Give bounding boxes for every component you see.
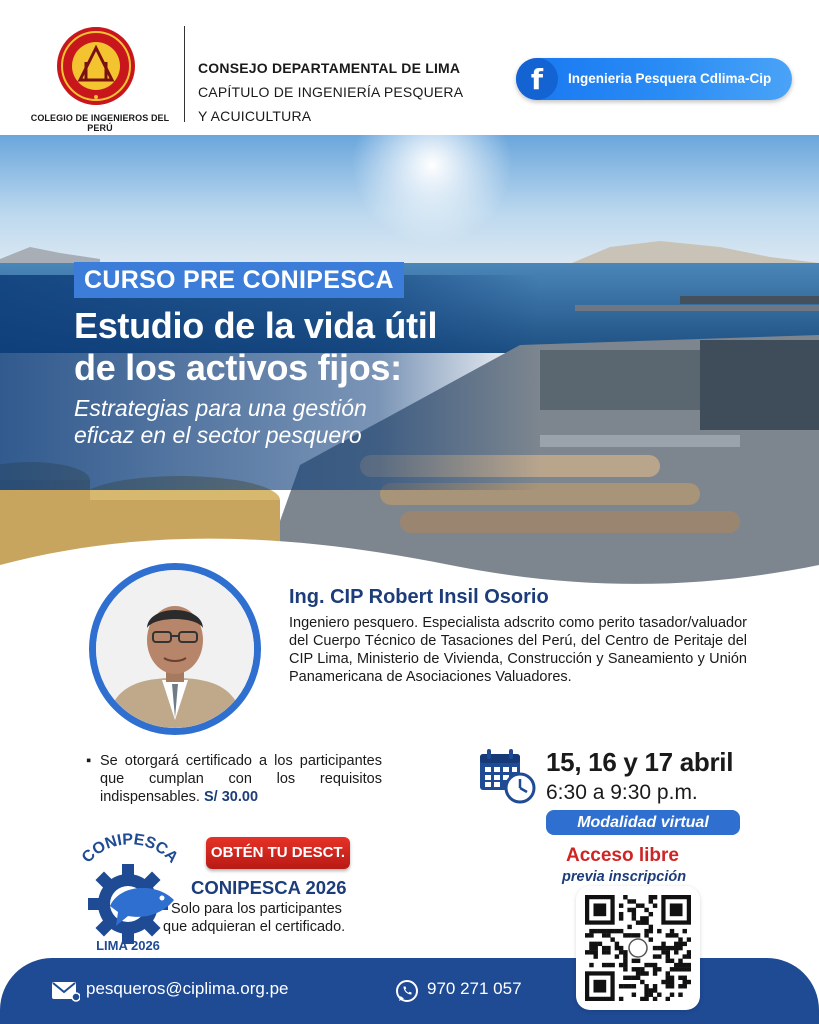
contact-email[interactable]: pesqueros@ciplima.org.pe	[86, 979, 289, 998]
qr-module	[649, 993, 653, 997]
course-subtitle-line2: eficaz en el sector pesquero	[74, 422, 362, 448]
header	[0, 0, 819, 135]
qr-module	[674, 950, 678, 954]
qr-module	[640, 997, 644, 1001]
qr-module	[666, 959, 670, 963]
qr-module	[632, 976, 636, 980]
qr-module	[623, 984, 627, 988]
qr-module	[589, 929, 593, 933]
qr-module	[653, 946, 657, 950]
qr-module	[674, 933, 678, 937]
qr-module	[670, 980, 674, 984]
qr-module	[678, 967, 682, 971]
qr-module	[683, 954, 687, 958]
qr-module	[678, 937, 682, 941]
qr-module	[640, 903, 644, 907]
qr-module	[623, 963, 627, 967]
qr-module	[653, 997, 657, 1001]
qr-module	[670, 959, 674, 963]
qr-module	[602, 950, 606, 954]
qr-finder	[593, 980, 606, 993]
qr-module	[632, 959, 636, 963]
qr-module	[627, 976, 631, 980]
qr-module	[623, 895, 627, 899]
qr-module	[619, 912, 623, 916]
qr-module	[644, 916, 648, 920]
mail-icon	[52, 982, 80, 1002]
qr-module	[653, 984, 657, 988]
qr-module	[615, 954, 619, 958]
qr-module	[653, 971, 657, 975]
qr-finder	[670, 903, 683, 916]
qr-module	[674, 946, 678, 950]
event-time: 6:30 a 9:30 p.m.	[546, 781, 698, 804]
qr-module	[687, 937, 691, 941]
course-tag: CURSO PRE CONIPESCA	[74, 262, 404, 298]
chapter-name-line2: Y ACUICULTURA	[198, 108, 312, 124]
qr-module	[602, 963, 606, 967]
qr-module	[674, 963, 678, 967]
qr-module	[644, 997, 648, 1001]
qr-module	[644, 933, 648, 937]
qr-module	[602, 929, 606, 933]
event-dates: 15, 16 y 17 abril	[546, 747, 734, 777]
qr-module	[666, 980, 670, 984]
qr-module	[632, 899, 636, 903]
contact-phone[interactable]: 970 271 057	[427, 979, 522, 998]
qr-module	[657, 946, 661, 950]
qr-module	[683, 967, 687, 971]
qr-module	[619, 916, 623, 920]
qr-module	[661, 946, 665, 950]
qr-module	[670, 946, 674, 950]
qr-module	[649, 937, 653, 941]
qr-module	[670, 929, 674, 933]
qr-module	[606, 950, 610, 954]
qr-module	[649, 899, 653, 903]
qr-module	[619, 946, 623, 950]
qr-module	[670, 976, 674, 980]
qr-module	[666, 933, 670, 937]
qr-module	[687, 963, 691, 967]
qr-module	[623, 933, 627, 937]
qr-module	[644, 993, 648, 997]
qr-module	[619, 929, 623, 933]
qr-module	[687, 950, 691, 954]
qr-module	[593, 946, 597, 950]
qr-module	[657, 929, 661, 933]
qr-module	[666, 997, 670, 1001]
org-name: CONSEJO DEPARTAMENTAL DE LIMA	[198, 60, 461, 76]
qr-module	[657, 993, 661, 997]
qr-module	[623, 976, 627, 980]
qr-module	[636, 933, 640, 937]
course-title-line2: de los activos fijos:	[74, 347, 402, 388]
qr-module	[670, 967, 674, 971]
qr-module	[653, 954, 657, 958]
qr-module	[670, 984, 674, 988]
qr-module	[627, 984, 631, 988]
qr-module	[678, 959, 682, 963]
qr-module	[619, 963, 623, 967]
qr-module	[589, 946, 593, 950]
qr-module	[666, 984, 670, 988]
qr-module	[687, 954, 691, 958]
qr-module	[649, 895, 653, 899]
qr-module	[666, 976, 670, 980]
qr-module	[678, 984, 682, 988]
conipesca-title: CONIPESCA 2026	[191, 877, 347, 898]
qr-module	[598, 942, 602, 946]
qr-code-card[interactable]	[576, 886, 700, 1010]
qr-module	[636, 920, 640, 924]
qr-module	[670, 993, 674, 997]
qr-module	[623, 950, 627, 954]
svg-text:CONIPESCA	[79, 831, 182, 867]
qr-module	[683, 984, 687, 988]
qr-module	[683, 929, 687, 933]
qr-module	[619, 997, 623, 1001]
qr-module	[619, 950, 623, 954]
qr-module	[632, 916, 636, 920]
qr-module	[606, 929, 610, 933]
qr-module	[640, 967, 644, 971]
qr-module	[678, 993, 682, 997]
qr-module	[636, 976, 640, 980]
qr-module	[666, 971, 670, 975]
qr-module	[678, 942, 682, 946]
whatsapp-icon	[395, 979, 419, 1003]
qr-module	[610, 963, 614, 967]
access-title: Acceso libre	[566, 845, 679, 866]
qr-module	[627, 899, 631, 903]
qr-module	[619, 984, 623, 988]
qr-module	[615, 942, 619, 946]
qr-module	[657, 954, 661, 958]
qr-module	[644, 971, 648, 975]
qr-module	[661, 950, 665, 954]
qr-module	[606, 946, 610, 950]
qr-module	[627, 908, 631, 912]
certificate-price: S/ 30.00	[204, 789, 259, 805]
qr-module	[589, 963, 593, 967]
qr-module	[589, 933, 593, 937]
qr-module	[666, 954, 670, 958]
cip-logo	[56, 26, 136, 106]
qr-module	[653, 895, 657, 899]
qr-module	[674, 942, 678, 946]
qr-module	[632, 912, 636, 916]
qr-module	[610, 937, 614, 941]
qr-module	[636, 959, 640, 963]
header-divider	[184, 26, 185, 122]
qr-module	[657, 967, 661, 971]
qr-module	[683, 976, 687, 980]
qr-code	[585, 895, 691, 1001]
qr-module	[687, 967, 691, 971]
qr-module	[585, 950, 589, 954]
qr-module	[649, 963, 653, 967]
speaker-name: Ing. CIP Robert Insil Osorio	[289, 586, 549, 608]
qr-module	[644, 984, 648, 988]
qr-module	[683, 963, 687, 967]
qr-module	[644, 908, 648, 912]
qr-module	[644, 920, 648, 924]
qr-module	[670, 933, 674, 937]
speaker-photo	[89, 563, 261, 735]
qr-module	[627, 933, 631, 937]
qr-module	[632, 984, 636, 988]
qr-module	[644, 988, 648, 992]
conipesca-logo	[70, 830, 190, 954]
qr-module	[661, 942, 665, 946]
qr-module	[593, 954, 597, 958]
qr-module	[593, 942, 597, 946]
calendar-clock-icon	[478, 748, 536, 804]
qr-module	[632, 993, 636, 997]
qr-module	[598, 929, 602, 933]
qr-finder	[593, 903, 606, 916]
qr-module	[666, 950, 670, 954]
conipesca-logo-bottom: LIMA 2026	[96, 938, 160, 953]
qr-module	[632, 967, 636, 971]
qr-module	[640, 971, 644, 975]
qr-module	[632, 933, 636, 937]
facebook-link[interactable]	[516, 58, 792, 100]
qr-module	[606, 933, 610, 937]
qr-module	[666, 946, 670, 950]
speaker-portrait	[96, 570, 254, 728]
qr-module	[585, 933, 589, 937]
speaker-bio: Ingeniero pesquero. Especialista adscrito como perito tasador/valuador del Cuerpo Técnico de Tasaciones del Perú, del Centro de Peritaje del CIP Lima, Ministerio de Vivienda, Construcción y Saneamiento y Unión Panamericana de Asociaciones Valuadores.	[289, 615, 747, 685]
qr-module	[649, 925, 653, 929]
qr-module	[602, 946, 606, 950]
qr-module	[589, 950, 593, 954]
qr-module	[615, 929, 619, 933]
qr-module	[636, 967, 640, 971]
qr-module	[653, 963, 657, 967]
qr-module	[687, 980, 691, 984]
discount-button[interactable]: OBTÉN TU DESCT.	[206, 837, 350, 869]
qr-module	[653, 967, 657, 971]
qr-center-logo	[629, 939, 647, 957]
conipesca-logo-top: CONIPESCA	[78, 831, 182, 867]
qr-module	[678, 946, 682, 950]
qr-module	[640, 920, 644, 924]
qr-module	[653, 903, 657, 907]
conipesca-note-line2: que adquieran el certificado.	[163, 919, 346, 935]
qr-module	[619, 903, 623, 907]
qr-module	[649, 929, 653, 933]
qr-module	[636, 903, 640, 907]
course-title-line1: Estudio de la vida útil	[74, 305, 438, 346]
qr-module	[627, 925, 631, 929]
chapter-name-line1: CAPÍTULO DE INGENIERÍA PESQUERA	[198, 84, 464, 100]
facebook-icon: f	[516, 58, 558, 100]
qr-module	[683, 942, 687, 946]
qr-module	[623, 959, 627, 963]
logo-caption: COLEGIO DE INGENIEROS DEL PERÚ	[30, 113, 170, 133]
certificate-note	[86, 752, 382, 806]
qr-module	[653, 988, 657, 992]
qr-module	[644, 963, 648, 967]
modality-badge: Modalidad virtual	[546, 810, 740, 835]
access-subtitle: previa inscripción	[562, 869, 687, 885]
qr-module	[593, 929, 597, 933]
qr-module	[615, 946, 619, 950]
qr-module	[640, 916, 644, 920]
qr-module	[606, 963, 610, 967]
qr-module	[683, 980, 687, 984]
qr-module	[593, 950, 597, 954]
qr-module	[589, 942, 593, 946]
qr-module	[644, 929, 648, 933]
conipesca-note-line1: Solo para los participantes	[171, 901, 342, 917]
qr-module	[649, 912, 653, 916]
qr-module	[623, 967, 627, 971]
qr-module	[678, 976, 682, 980]
qr-module	[636, 971, 640, 975]
qr-module	[678, 963, 682, 967]
certificate-text-block	[100, 752, 382, 806]
qr-module	[674, 967, 678, 971]
qr-module	[640, 980, 644, 984]
facebook-label: Ingenieria Pesquera Cdlima-Cip	[568, 71, 772, 86]
qr-module	[661, 980, 665, 984]
qr-module	[610, 929, 614, 933]
qr-module	[602, 933, 606, 937]
course-subtitle-line1: Estrategias para una gestión	[74, 395, 367, 421]
qr-module	[632, 908, 636, 912]
qr-module	[623, 954, 627, 958]
certificate-text: Se otorgará certificado a los participantes que cumplan con los requisitos indispensables.	[100, 753, 382, 805]
bullet-icon: ▪	[86, 753, 92, 769]
qr-module	[649, 988, 653, 992]
